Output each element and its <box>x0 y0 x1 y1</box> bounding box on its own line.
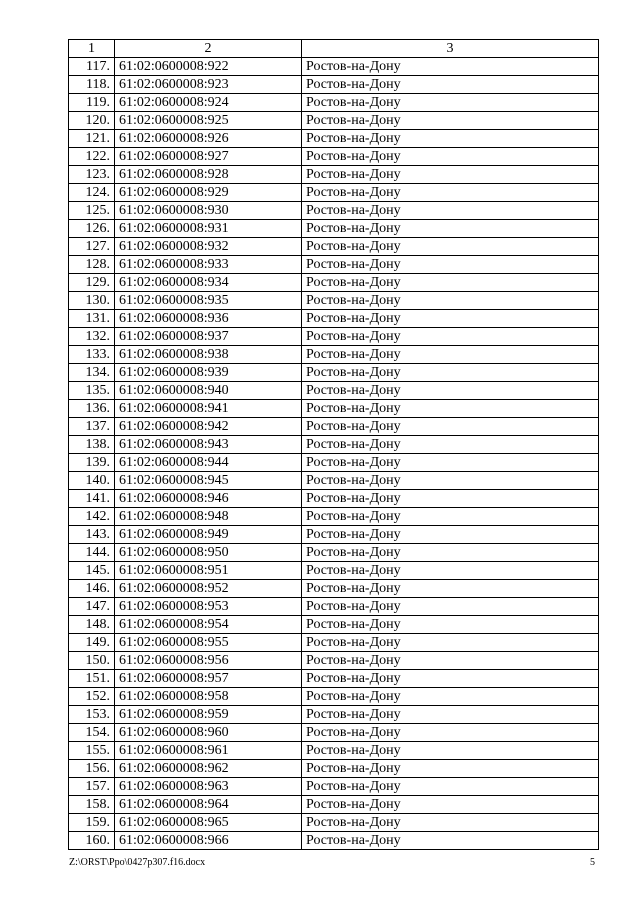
table-row <box>69 436 599 454</box>
cadastral-number-cell: 61:02:0600008:929 <box>115 184 302 202</box>
table-row <box>69 400 599 418</box>
table-row <box>69 310 599 328</box>
table-row <box>69 670 599 688</box>
location-cell: Ростов-на-Дону <box>302 706 599 724</box>
cadastral-number-cell: 61:02:0600008:943 <box>115 436 302 454</box>
row-number-cell: 144. <box>69 544 115 562</box>
location-cell: Ростов-на-Дону <box>302 616 599 634</box>
cadastral-number-cell: 61:02:0600008:964 <box>115 796 302 814</box>
table-row <box>69 634 599 652</box>
row-number-cell: 151. <box>69 670 115 688</box>
row-number-cell: 143. <box>69 526 115 544</box>
table-row <box>69 580 599 598</box>
column-header-cadastral-number: 2 <box>115 40 302 58</box>
table-row <box>69 796 599 814</box>
cadastral-number-cell: 61:02:0600008:940 <box>115 382 302 400</box>
location-cell: Ростов-на-Дону <box>302 472 599 490</box>
row-number-cell: 130. <box>69 292 115 310</box>
cadastral-number-cell: 61:02:0600008:963 <box>115 778 302 796</box>
cadastral-number-cell: 61:02:0600008:925 <box>115 112 302 130</box>
location-cell: Ростов-на-Дону <box>302 508 599 526</box>
cadastral-number-cell: 61:02:0600008:965 <box>115 814 302 832</box>
row-number-cell: 139. <box>69 454 115 472</box>
location-cell: Ростов-на-Дону <box>302 778 599 796</box>
cadastral-number-cell: 61:02:0600008:939 <box>115 364 302 382</box>
table-row <box>69 166 599 184</box>
table-row <box>69 472 599 490</box>
location-cell: Ростов-на-Дону <box>302 112 599 130</box>
row-number-cell: 119. <box>69 94 115 112</box>
table-row <box>69 454 599 472</box>
table-row <box>69 418 599 436</box>
cadastral-number-cell: 61:02:0600008:936 <box>115 310 302 328</box>
cadastral-number-cell: 61:02:0600008:950 <box>115 544 302 562</box>
location-cell: Ростов-на-Дону <box>302 148 599 166</box>
parcel-table <box>68 39 599 850</box>
row-number-cell: 154. <box>69 724 115 742</box>
table-row <box>69 184 599 202</box>
table-row <box>69 364 599 382</box>
cadastral-number-cell: 61:02:0600008:941 <box>115 400 302 418</box>
cadastral-number-cell: 61:02:0600008:933 <box>115 256 302 274</box>
table-row <box>69 490 599 508</box>
location-cell: Ростов-на-Дону <box>302 76 599 94</box>
cadastral-number-cell: 61:02:0600008:924 <box>115 94 302 112</box>
cadastral-number-cell: 61:02:0600008:954 <box>115 616 302 634</box>
cadastral-number-cell: 61:02:0600008:957 <box>115 670 302 688</box>
location-cell: Ростов-на-Дону <box>302 580 599 598</box>
table-row <box>69 238 599 256</box>
location-cell: Ростов-на-Дону <box>302 490 599 508</box>
location-cell: Ростов-на-Дону <box>302 238 599 256</box>
table-row <box>69 58 599 76</box>
cadastral-number-cell: 61:02:0600008:959 <box>115 706 302 724</box>
location-cell: Ростов-на-Дону <box>302 688 599 706</box>
cadastral-number-cell: 61:02:0600008:952 <box>115 580 302 598</box>
row-number-cell: 127. <box>69 238 115 256</box>
cadastral-number-cell: 61:02:0600008:942 <box>115 418 302 436</box>
location-cell: Ростов-на-Дону <box>302 436 599 454</box>
cadastral-number-cell: 61:02:0600008:961 <box>115 742 302 760</box>
location-cell: Ростов-на-Дону <box>302 94 599 112</box>
row-number-cell: 128. <box>69 256 115 274</box>
table-row <box>69 724 599 742</box>
cadastral-number-cell: 61:02:0600008:949 <box>115 526 302 544</box>
row-number-cell: 132. <box>69 328 115 346</box>
location-cell: Ростов-на-Дону <box>302 274 599 292</box>
location-cell: Ростов-на-Дону <box>302 526 599 544</box>
location-cell: Ростов-на-Дону <box>302 544 599 562</box>
location-cell: Ростов-на-Дону <box>302 598 599 616</box>
table-row <box>69 562 599 580</box>
row-number-cell: 155. <box>69 742 115 760</box>
cadastral-number-cell: 61:02:0600008:935 <box>115 292 302 310</box>
table-row <box>69 706 599 724</box>
cadastral-number-cell: 61:02:0600008:945 <box>115 472 302 490</box>
cadastral-number-cell: 61:02:0600008:966 <box>115 832 302 850</box>
table-row <box>69 328 599 346</box>
cadastral-number-cell: 61:02:0600008:951 <box>115 562 302 580</box>
table-row <box>69 832 599 850</box>
cadastral-number-cell: 61:02:0600008:928 <box>115 166 302 184</box>
location-cell: Ростов-на-Дону <box>302 220 599 238</box>
row-number-cell: 124. <box>69 184 115 202</box>
row-number-cell: 133. <box>69 346 115 364</box>
location-cell: Ростов-на-Дону <box>302 742 599 760</box>
row-number-cell: 136. <box>69 400 115 418</box>
table-row <box>69 616 599 634</box>
table-row <box>69 742 599 760</box>
column-header-number: 1 <box>69 40 115 58</box>
column-header-location: 3 <box>302 40 599 58</box>
row-number-cell: 157. <box>69 778 115 796</box>
table-row <box>69 112 599 130</box>
table-row <box>69 94 599 112</box>
cadastral-number-cell: 61:02:0600008:944 <box>115 454 302 472</box>
row-number-cell: 140. <box>69 472 115 490</box>
cadastral-number-cell: 61:02:0600008:937 <box>115 328 302 346</box>
table-row <box>69 688 599 706</box>
row-number-cell: 125. <box>69 202 115 220</box>
table-row <box>69 274 599 292</box>
location-cell: Ростов-на-Дону <box>302 400 599 418</box>
location-cell: Ростов-на-Дону <box>302 670 599 688</box>
table-row <box>69 598 599 616</box>
row-number-cell: 126. <box>69 220 115 238</box>
row-number-cell: 142. <box>69 508 115 526</box>
row-number-cell: 158. <box>69 796 115 814</box>
location-cell: Ростов-на-Дону <box>302 652 599 670</box>
location-cell: Ростов-на-Дону <box>302 454 599 472</box>
row-number-cell: 156. <box>69 760 115 778</box>
row-number-cell: 135. <box>69 382 115 400</box>
table-row <box>69 346 599 364</box>
row-number-cell: 117. <box>69 58 115 76</box>
header-row <box>69 40 599 58</box>
table-row <box>69 382 599 400</box>
row-number-cell: 121. <box>69 130 115 148</box>
location-cell: Ростов-на-Дону <box>302 58 599 76</box>
cadastral-number-cell: 61:02:0600008:946 <box>115 490 302 508</box>
table-row <box>69 202 599 220</box>
table-row <box>69 508 599 526</box>
table-row <box>69 652 599 670</box>
cadastral-number-cell: 61:02:0600008:923 <box>115 76 302 94</box>
cadastral-number-cell: 61:02:0600008:932 <box>115 238 302 256</box>
cadastral-number-cell: 61:02:0600008:953 <box>115 598 302 616</box>
table-row <box>69 814 599 832</box>
cadastral-number-cell: 61:02:0600008:938 <box>115 346 302 364</box>
cadastral-number-cell: 61:02:0600008:926 <box>115 130 302 148</box>
table-row <box>69 256 599 274</box>
cadastral-number-cell: 61:02:0600008:934 <box>115 274 302 292</box>
location-cell: Ростов-на-Дону <box>302 130 599 148</box>
location-cell: Ростов-на-Дону <box>302 184 599 202</box>
table-row <box>69 220 599 238</box>
footer-file-path: Z:\ORST\Ppo\0427p307.f16.docx <box>69 857 206 868</box>
row-number-cell: 160. <box>69 832 115 850</box>
location-cell: Ростов-на-Дону <box>302 346 599 364</box>
location-cell: Ростов-на-Дону <box>302 256 599 274</box>
location-cell: Ростов-на-Дону <box>302 418 599 436</box>
row-number-cell: 149. <box>69 634 115 652</box>
location-cell: Ростов-на-Дону <box>302 202 599 220</box>
row-number-cell: 159. <box>69 814 115 832</box>
table-row <box>69 292 599 310</box>
row-number-cell: 134. <box>69 364 115 382</box>
row-number-cell: 122. <box>69 148 115 166</box>
row-number-cell: 148. <box>69 616 115 634</box>
location-cell: Ростов-на-Дону <box>302 310 599 328</box>
table-row <box>69 76 599 94</box>
row-number-cell: 146. <box>69 580 115 598</box>
location-cell: Ростов-на-Дону <box>302 364 599 382</box>
table-row <box>69 760 599 778</box>
row-number-cell: 147. <box>69 598 115 616</box>
cadastral-number-cell: 61:02:0600008:958 <box>115 688 302 706</box>
row-number-cell: 138. <box>69 436 115 454</box>
row-number-cell: 145. <box>69 562 115 580</box>
footer-page-number: 5 <box>590 857 595 868</box>
location-cell: Ростов-на-Дону <box>302 796 599 814</box>
table-row <box>69 526 599 544</box>
row-number-cell: 131. <box>69 310 115 328</box>
location-cell: Ростов-на-Дону <box>302 760 599 778</box>
row-number-cell: 141. <box>69 490 115 508</box>
row-number-cell: 129. <box>69 274 115 292</box>
row-number-cell: 137. <box>69 418 115 436</box>
location-cell: Ростов-на-Дону <box>302 832 599 850</box>
table-header <box>69 40 599 58</box>
cadastral-number-cell: 61:02:0600008:960 <box>115 724 302 742</box>
cadastral-number-cell: 61:02:0600008:955 <box>115 634 302 652</box>
cadastral-number-cell: 61:02:0600008:956 <box>115 652 302 670</box>
location-cell: Ростов-на-Дону <box>302 292 599 310</box>
row-number-cell: 150. <box>69 652 115 670</box>
cadastral-number-cell: 61:02:0600008:930 <box>115 202 302 220</box>
cadastral-number-cell: 61:02:0600008:927 <box>115 148 302 166</box>
table-row <box>69 544 599 562</box>
row-number-cell: 120. <box>69 112 115 130</box>
location-cell: Ростов-на-Дону <box>302 382 599 400</box>
table-row <box>69 130 599 148</box>
row-number-cell: 118. <box>69 76 115 94</box>
table-body <box>69 58 599 850</box>
location-cell: Ростов-на-Дону <box>302 562 599 580</box>
table-row <box>69 148 599 166</box>
row-number-cell: 152. <box>69 688 115 706</box>
location-cell: Ростов-на-Дону <box>302 328 599 346</box>
location-cell: Ростов-на-Дону <box>302 634 599 652</box>
location-cell: Ростов-на-Дону <box>302 166 599 184</box>
cadastral-number-cell: 61:02:0600008:922 <box>115 58 302 76</box>
cadastral-number-cell: 61:02:0600008:931 <box>115 220 302 238</box>
location-cell: Ростов-на-Дону <box>302 724 599 742</box>
location-cell: Ростов-на-Дону <box>302 814 599 832</box>
row-number-cell: 123. <box>69 166 115 184</box>
table-row <box>69 778 599 796</box>
row-number-cell: 153. <box>69 706 115 724</box>
cadastral-number-cell: 61:02:0600008:948 <box>115 508 302 526</box>
cadastral-number-cell: 61:02:0600008:962 <box>115 760 302 778</box>
